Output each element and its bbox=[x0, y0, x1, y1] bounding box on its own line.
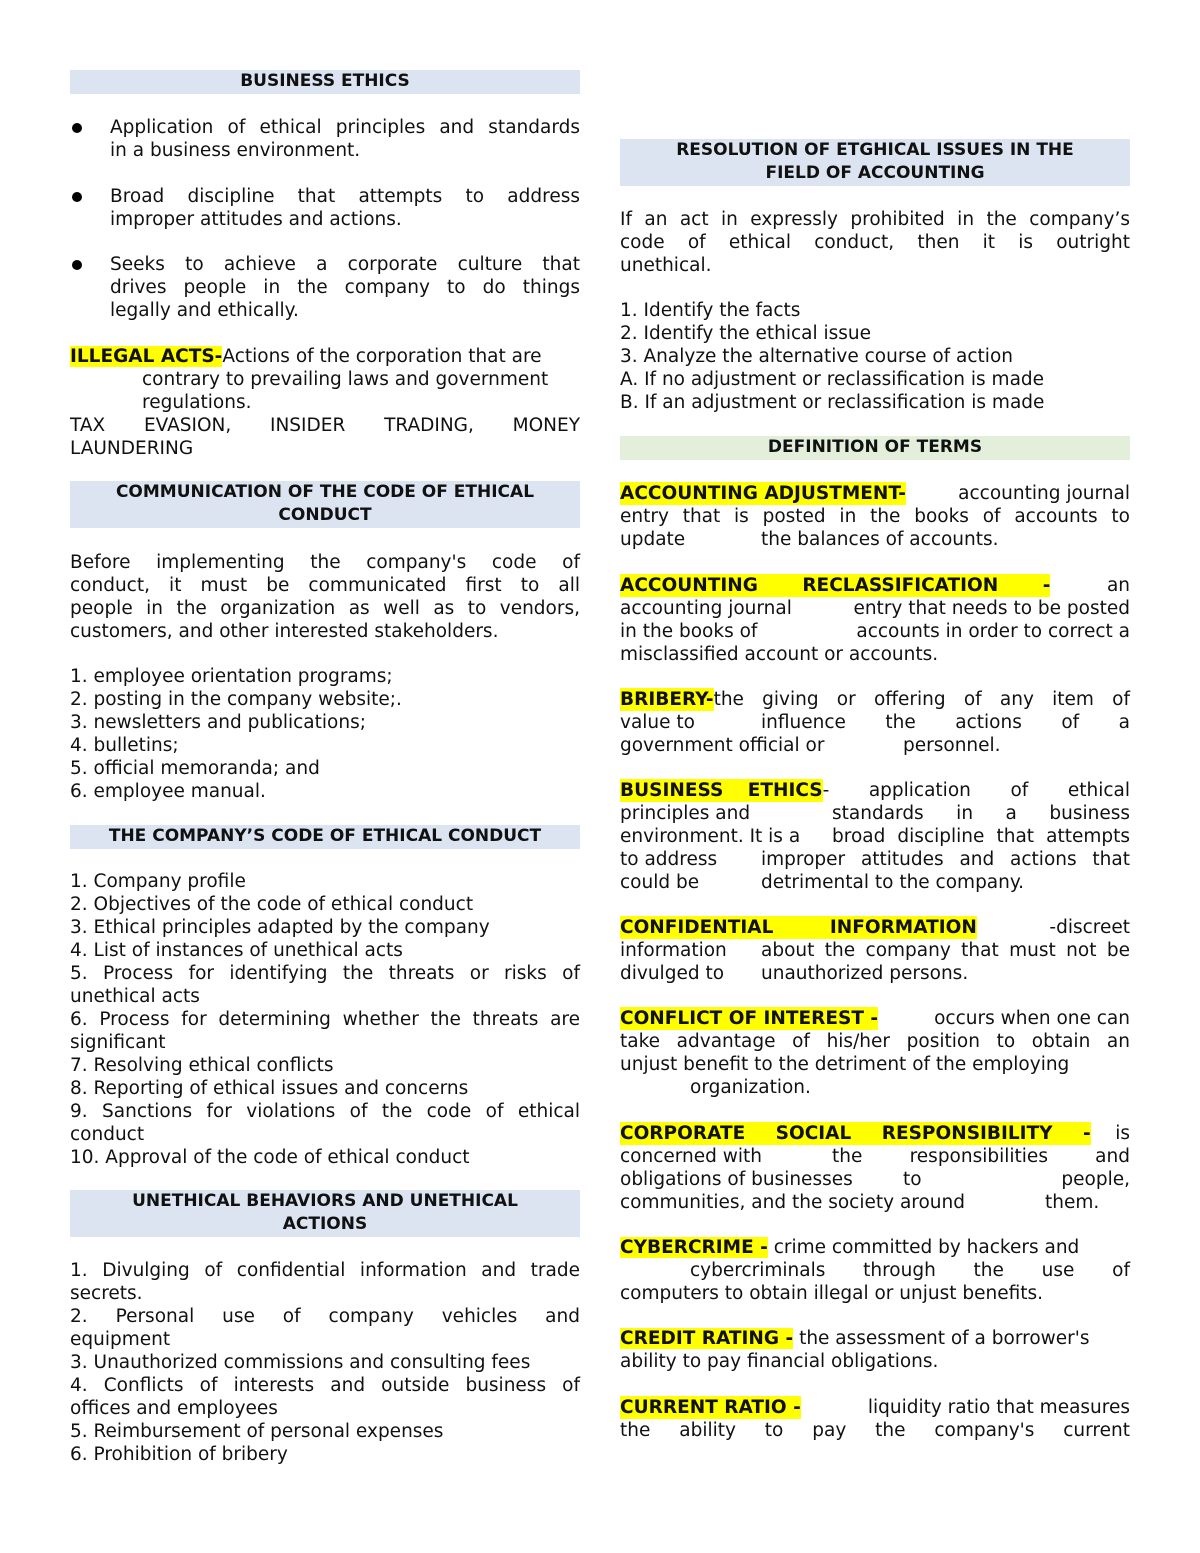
list-item: A. If no adjustment or reclassification is made bbox=[620, 369, 1045, 390]
text-line: computers to obtain illegal or unjust benefits. bbox=[620, 1283, 1044, 1304]
section-header-resolution bbox=[620, 139, 1130, 186]
text-line: legally and ethically. bbox=[110, 300, 299, 321]
list-item: conduct bbox=[70, 1124, 145, 1145]
text-line: standards in a business bbox=[832, 803, 1130, 824]
term-highlight: CYBERCRIME - bbox=[620, 1237, 768, 1258]
text-line: cybercriminals through the use of bbox=[690, 1260, 1130, 1281]
list-item: 3. Ethical principles adapted by the company bbox=[70, 917, 490, 938]
list-item: 6. employee manual. bbox=[70, 781, 266, 802]
term-highlight: BRIBERY- bbox=[620, 689, 714, 710]
text-line bbox=[620, 1236, 1130, 1259]
term-highlight: CONFIDENTIAL INFORMATION bbox=[620, 917, 977, 938]
text-line: concerned with bbox=[620, 1146, 763, 1167]
bullet-text bbox=[110, 185, 580, 231]
definition-credit-rating bbox=[620, 1327, 1130, 1373]
definition-business-ethics bbox=[620, 779, 1130, 894]
text-line: them. bbox=[1045, 1192, 1100, 1213]
unethical-list bbox=[70, 1259, 580, 1466]
text-line bbox=[620, 1168, 1130, 1191]
term-highlight: BUSINESS ETHICS bbox=[620, 780, 823, 801]
text-line: influence the actions of a bbox=[761, 712, 1130, 733]
text-line: entry that needs to be posted bbox=[853, 598, 1130, 619]
list-item: offices and employees bbox=[70, 1398, 278, 1419]
text-line bbox=[620, 528, 1130, 551]
section-header-communication bbox=[70, 481, 580, 528]
text-line: principles and bbox=[620, 803, 751, 824]
text-line: Before implementing the company's code of bbox=[70, 552, 580, 573]
text-line: contrary to prevailing laws and government bbox=[142, 369, 549, 390]
text-line: FIELD OF ACCOUNTING bbox=[765, 163, 985, 183]
term-highlight: CURRENT RATIO - bbox=[620, 1397, 801, 1418]
list-item: 5. Reimbursement of personal expenses bbox=[70, 1421, 444, 1442]
list-item: 5. Process for identifying the threats or risks of bbox=[70, 963, 580, 984]
section-header-definitions bbox=[620, 436, 1130, 460]
text-line: drives people in the company to do things bbox=[110, 277, 580, 298]
text-line: entry that is posted in the books of accounts to bbox=[620, 506, 1130, 527]
text-line bbox=[620, 734, 1130, 757]
text-line bbox=[620, 1007, 1130, 1030]
bullet-dot-icon bbox=[72, 192, 82, 202]
list-item: 2. Objectives of the code of ethical conduct bbox=[70, 894, 474, 915]
text-line: is bbox=[1115, 1123, 1130, 1144]
list-item: 1. employee orientation programs; bbox=[70, 666, 393, 687]
text-line bbox=[620, 825, 1130, 848]
text-line: Application of ethical principles and standards bbox=[110, 117, 580, 138]
text-line: obligations of businesses bbox=[620, 1169, 853, 1190]
list-item: 3. Unauthorized commissions and consulting fees bbox=[70, 1352, 531, 1373]
text-line bbox=[620, 574, 1130, 597]
code-list bbox=[70, 870, 580, 1169]
text-line: misclassified account or accounts. bbox=[620, 644, 939, 665]
list-item: unethical acts bbox=[70, 986, 200, 1007]
text-line: code of ethical conduct, then it is outright bbox=[620, 232, 1130, 253]
text-line bbox=[620, 848, 1130, 871]
resolution-list bbox=[620, 299, 1130, 414]
definition-accounting-reclassification bbox=[620, 574, 1130, 666]
text-line bbox=[620, 1327, 1130, 1350]
list-item: 10. Approval of the code of ethical conduct bbox=[70, 1147, 470, 1168]
text-line: Actions of the corporation that are bbox=[222, 346, 542, 367]
list-item: significant bbox=[70, 1032, 166, 1053]
text-line: about the company that must not be bbox=[761, 940, 1130, 961]
text-line bbox=[620, 620, 1130, 643]
list-item: 5. official memoranda; and bbox=[70, 758, 320, 779]
section-header-business-ethics bbox=[70, 70, 580, 94]
text-line: unethical. bbox=[620, 255, 712, 276]
text-line: the assessment of a borrower's bbox=[793, 1328, 1090, 1349]
text-line: environment. It is a bbox=[620, 826, 801, 847]
text-line: the ability to pay the company's current bbox=[620, 1420, 1130, 1441]
text-line: COMMUNICATION OF THE CODE OF ETHICAL bbox=[115, 482, 535, 502]
list-item: 1. Identify the facts bbox=[620, 300, 801, 321]
text-line bbox=[620, 871, 1130, 894]
text-line: If an act in expressly prohibited in the company’s bbox=[620, 209, 1130, 230]
text-line: update bbox=[620, 529, 686, 550]
text-line bbox=[70, 345, 580, 368]
text-line: LAUNDERING bbox=[70, 438, 194, 459]
bullet-text bbox=[110, 116, 580, 162]
text-line bbox=[620, 939, 1130, 962]
text-line: CONDUCT bbox=[278, 505, 372, 525]
text-line bbox=[620, 802, 1130, 825]
text-line: the balances of accounts. bbox=[761, 529, 999, 550]
text-line: improper attitudes and actions that bbox=[761, 849, 1130, 870]
resolution-paragraph bbox=[620, 208, 1130, 277]
text-line: -discreet bbox=[1049, 917, 1130, 938]
list-item: B. If an adjustment or reclassification is made bbox=[620, 392, 1045, 413]
section-header-unethical bbox=[70, 1190, 580, 1237]
list-item: 4. bulletins; bbox=[70, 735, 179, 756]
text-line: Broad discipline that attempts to address bbox=[110, 186, 580, 207]
text-line: the responsibilities and bbox=[832, 1146, 1130, 1167]
header-text: BUSINESS ETHICS bbox=[240, 71, 410, 91]
text-line: UNETHICAL BEHAVIORS AND UNETHICAL bbox=[132, 1191, 518, 1211]
list-item: 4. Conflicts of interests and outside business of bbox=[70, 1375, 580, 1396]
term-highlight: CORPORATE SOCIAL RESPONSIBILITY - bbox=[620, 1123, 1091, 1144]
text-line: government official or bbox=[620, 735, 825, 756]
text-line: detrimental to the company. bbox=[761, 872, 1025, 893]
text-line: customers, and other interested stakeholders. bbox=[70, 621, 499, 642]
list-item: 3. Analyze the alternative course of action bbox=[620, 346, 1013, 367]
text-line bbox=[620, 711, 1130, 734]
text-line: DEFINITION OF TERMS bbox=[767, 437, 983, 457]
text-line: unauthorized persons. bbox=[761, 963, 969, 984]
definition-bribery bbox=[620, 688, 1130, 757]
list-item: 7. Resolving ethical conflicts bbox=[70, 1055, 334, 1076]
text-line: ACTIONS bbox=[282, 1214, 368, 1234]
text-line: accounting journal bbox=[958, 483, 1130, 504]
text-line: improper attitudes and actions. bbox=[110, 209, 402, 230]
list-item: secrets. bbox=[70, 1283, 143, 1304]
text-line bbox=[620, 1145, 1130, 1168]
text-line: conduct, it must be communicated first to all bbox=[70, 575, 580, 596]
definition-confidential-information bbox=[620, 916, 1130, 985]
text-line: take advantage of his/her position to obtain an bbox=[620, 1031, 1130, 1052]
text-line: THE COMPANY’S CODE OF ETHICAL CONDUCT bbox=[108, 826, 542, 846]
text-line: the giving or offering of any item of bbox=[713, 689, 1130, 710]
text-line bbox=[620, 962, 1130, 985]
text-line bbox=[620, 597, 1130, 620]
text-line: communities, and the society around bbox=[620, 1192, 966, 1213]
bullet-dot-icon bbox=[72, 260, 82, 270]
list-item: 9. Sanctions for violations of the code of ethical bbox=[70, 1101, 580, 1122]
text-line bbox=[620, 482, 1130, 505]
text-line: unjust benefit to the detriment of the employing bbox=[620, 1054, 1070, 1075]
text-line: divulged to bbox=[620, 963, 725, 984]
text-line: regulations. bbox=[142, 392, 252, 413]
term-highlight: CONFLICT OF INTEREST - bbox=[620, 1008, 879, 1029]
illegal-acts-definition bbox=[70, 345, 580, 460]
text-line: - application of ethical bbox=[822, 780, 1130, 801]
term-highlight: ILLEGAL ACTS- bbox=[70, 346, 223, 367]
list-item: 6. Process for determining whether the threats are bbox=[70, 1009, 580, 1030]
text-line bbox=[620, 779, 1130, 802]
text-line bbox=[620, 916, 1130, 939]
list-item: 8. Reporting of ethical issues and concerns bbox=[70, 1078, 469, 1099]
text-line: in the books of bbox=[620, 621, 758, 642]
communication-paragraph bbox=[70, 551, 580, 643]
text-line: TAX EVASION, INSIDER TRADING, MONEY bbox=[70, 415, 580, 436]
text-line: occurs when one can bbox=[934, 1008, 1130, 1029]
term-highlight: ACCOUNTING RECLASSIFICATION - bbox=[620, 575, 1051, 596]
section-header-code bbox=[70, 825, 580, 849]
text-line: to address bbox=[620, 849, 718, 870]
text-line: personnel. bbox=[903, 735, 1001, 756]
term-highlight: ACCOUNTING ADJUSTMENT- bbox=[620, 483, 906, 504]
text-line: crime committed by hackers and bbox=[767, 1237, 1080, 1258]
text-line: RESOLUTION OF ETGHICAL ISSUES IN THE bbox=[676, 140, 1074, 160]
bullet-dot-icon bbox=[72, 123, 82, 133]
list-item: equipment bbox=[70, 1329, 171, 1350]
text-line: people in the organization as well as to vendors, bbox=[70, 598, 580, 619]
definition-corporate-social-responsibility bbox=[620, 1122, 1130, 1214]
text-line: could be bbox=[620, 872, 700, 893]
text-line: information bbox=[620, 940, 727, 961]
communication-list bbox=[70, 665, 580, 803]
text-line bbox=[620, 688, 1130, 711]
text-line: Seeks to achieve a corporate culture that bbox=[110, 254, 580, 275]
text-line: in a business environment. bbox=[110, 140, 361, 161]
list-item: 4. List of instances of unethical acts bbox=[70, 940, 403, 961]
text-line: broad discipline that attempts bbox=[832, 826, 1130, 847]
text-line: an bbox=[1106, 575, 1130, 596]
definition-cybercrime bbox=[620, 1236, 1130, 1305]
list-item: 3. newsletters and publications; bbox=[70, 712, 366, 733]
list-item: 2. posting in the company website;. bbox=[70, 689, 402, 710]
text-line: accounts in order to correct a bbox=[856, 621, 1130, 642]
list-item: 2. Identify the ethical issue bbox=[620, 323, 872, 344]
text-line bbox=[620, 1191, 1130, 1214]
bullet-text bbox=[110, 253, 580, 322]
definition-current-ratio bbox=[620, 1396, 1130, 1442]
text-line: to people, bbox=[903, 1169, 1130, 1190]
term-highlight: CREDIT RATING - bbox=[620, 1328, 794, 1349]
text-line bbox=[620, 1396, 1130, 1419]
definition-accounting-adjustment bbox=[620, 482, 1130, 551]
list-item: 1. Company profile bbox=[70, 871, 246, 892]
text-line: accounting journal bbox=[620, 598, 792, 619]
text-line: value to bbox=[620, 712, 695, 733]
text-line: liquidity ratio that measures bbox=[867, 1397, 1130, 1418]
list-item: 6. Prohibition of bribery bbox=[70, 1444, 288, 1465]
definition-conflict-of-interest bbox=[620, 1007, 1130, 1099]
list-item: 1. Divulging of confidential information and trade bbox=[70, 1260, 580, 1281]
text-line: organization. bbox=[690, 1077, 811, 1098]
list-item: 2. Personal use of company vehicles and bbox=[70, 1306, 580, 1327]
text-line bbox=[620, 1122, 1130, 1145]
text-line: ability to pay financial obligations. bbox=[620, 1351, 939, 1372]
